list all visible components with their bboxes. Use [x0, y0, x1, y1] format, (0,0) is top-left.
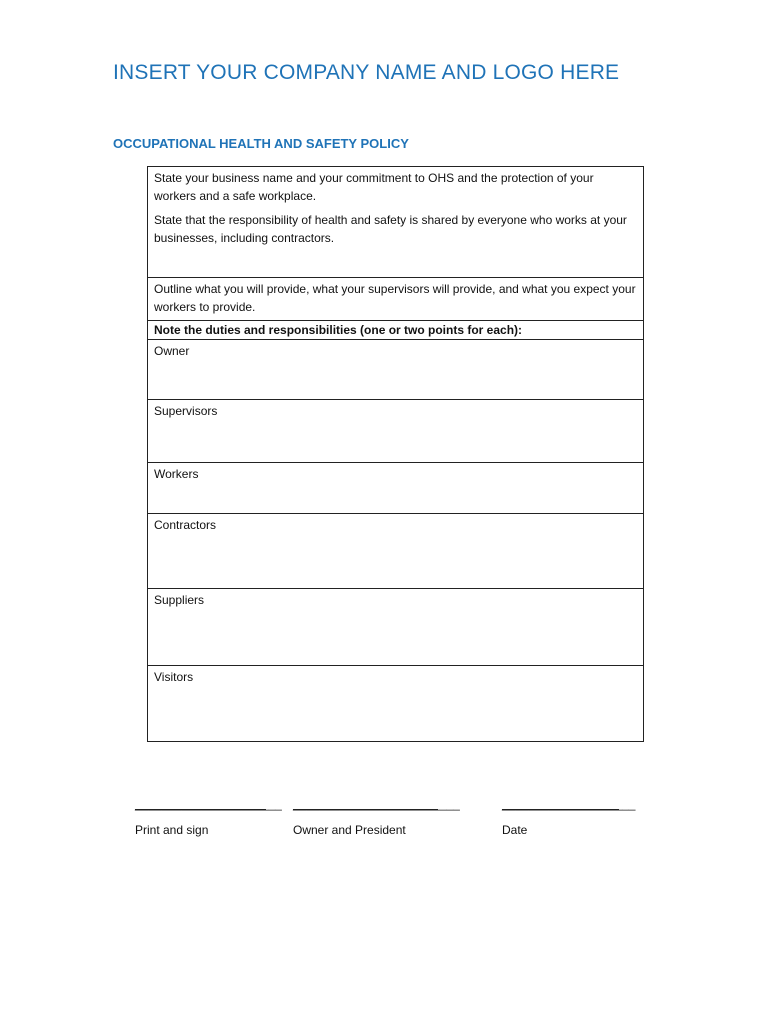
intro-cell[interactable]	[148, 167, 643, 278]
suppliers-cell[interactable]	[148, 589, 643, 666]
workers-cell[interactable]	[148, 463, 643, 514]
workers-label: Workers	[154, 467, 199, 481]
company-name-placeholder: INSERT YOUR COMPANY NAME AND LOGO HERE	[113, 61, 620, 84]
outline-text: Outline what you will provide, what your supervisors will provide, and what you expect your workers to provide.	[154, 282, 636, 314]
date-line[interactable]: ____________________	[502, 797, 636, 811]
contractors-cell[interactable]	[148, 514, 643, 589]
print-and-sign-label: Print and sign	[135, 823, 209, 837]
policy-table	[147, 166, 644, 742]
note-text: Note the duties and responsibilities (one or two points for each):	[154, 323, 523, 337]
visitors-cell[interactable]	[148, 666, 643, 741]
owner-cell[interactable]	[148, 340, 643, 400]
supervisors-label: Supervisors	[154, 404, 218, 418]
owner-label: Owner	[154, 344, 190, 358]
intro-commitment-text: State your business name and your commitment to OHS and the protection of your workers and a safe workplace.	[154, 171, 594, 203]
suppliers-label: Suppliers	[154, 593, 205, 607]
owner-president-line[interactable]: _________________________	[293, 797, 460, 811]
contractors-label: Contractors	[154, 518, 217, 532]
outline-cell[interactable]	[148, 278, 643, 321]
visitors-label: Visitors	[154, 670, 194, 684]
date-label: Date	[502, 823, 528, 837]
owner-president-label: Owner and President	[293, 823, 406, 837]
print-and-sign-line[interactable]: ______________________	[135, 797, 282, 811]
intro-responsibility-text: State that the responsibility of health and safety is shared by everyone who works at your businesses, including contractors.	[154, 213, 627, 245]
supervisors-cell[interactable]	[148, 400, 643, 463]
note-cell	[148, 321, 643, 340]
policy-title: OCCUPATIONAL HEALTH AND SAFETY POLICY	[113, 136, 409, 151]
